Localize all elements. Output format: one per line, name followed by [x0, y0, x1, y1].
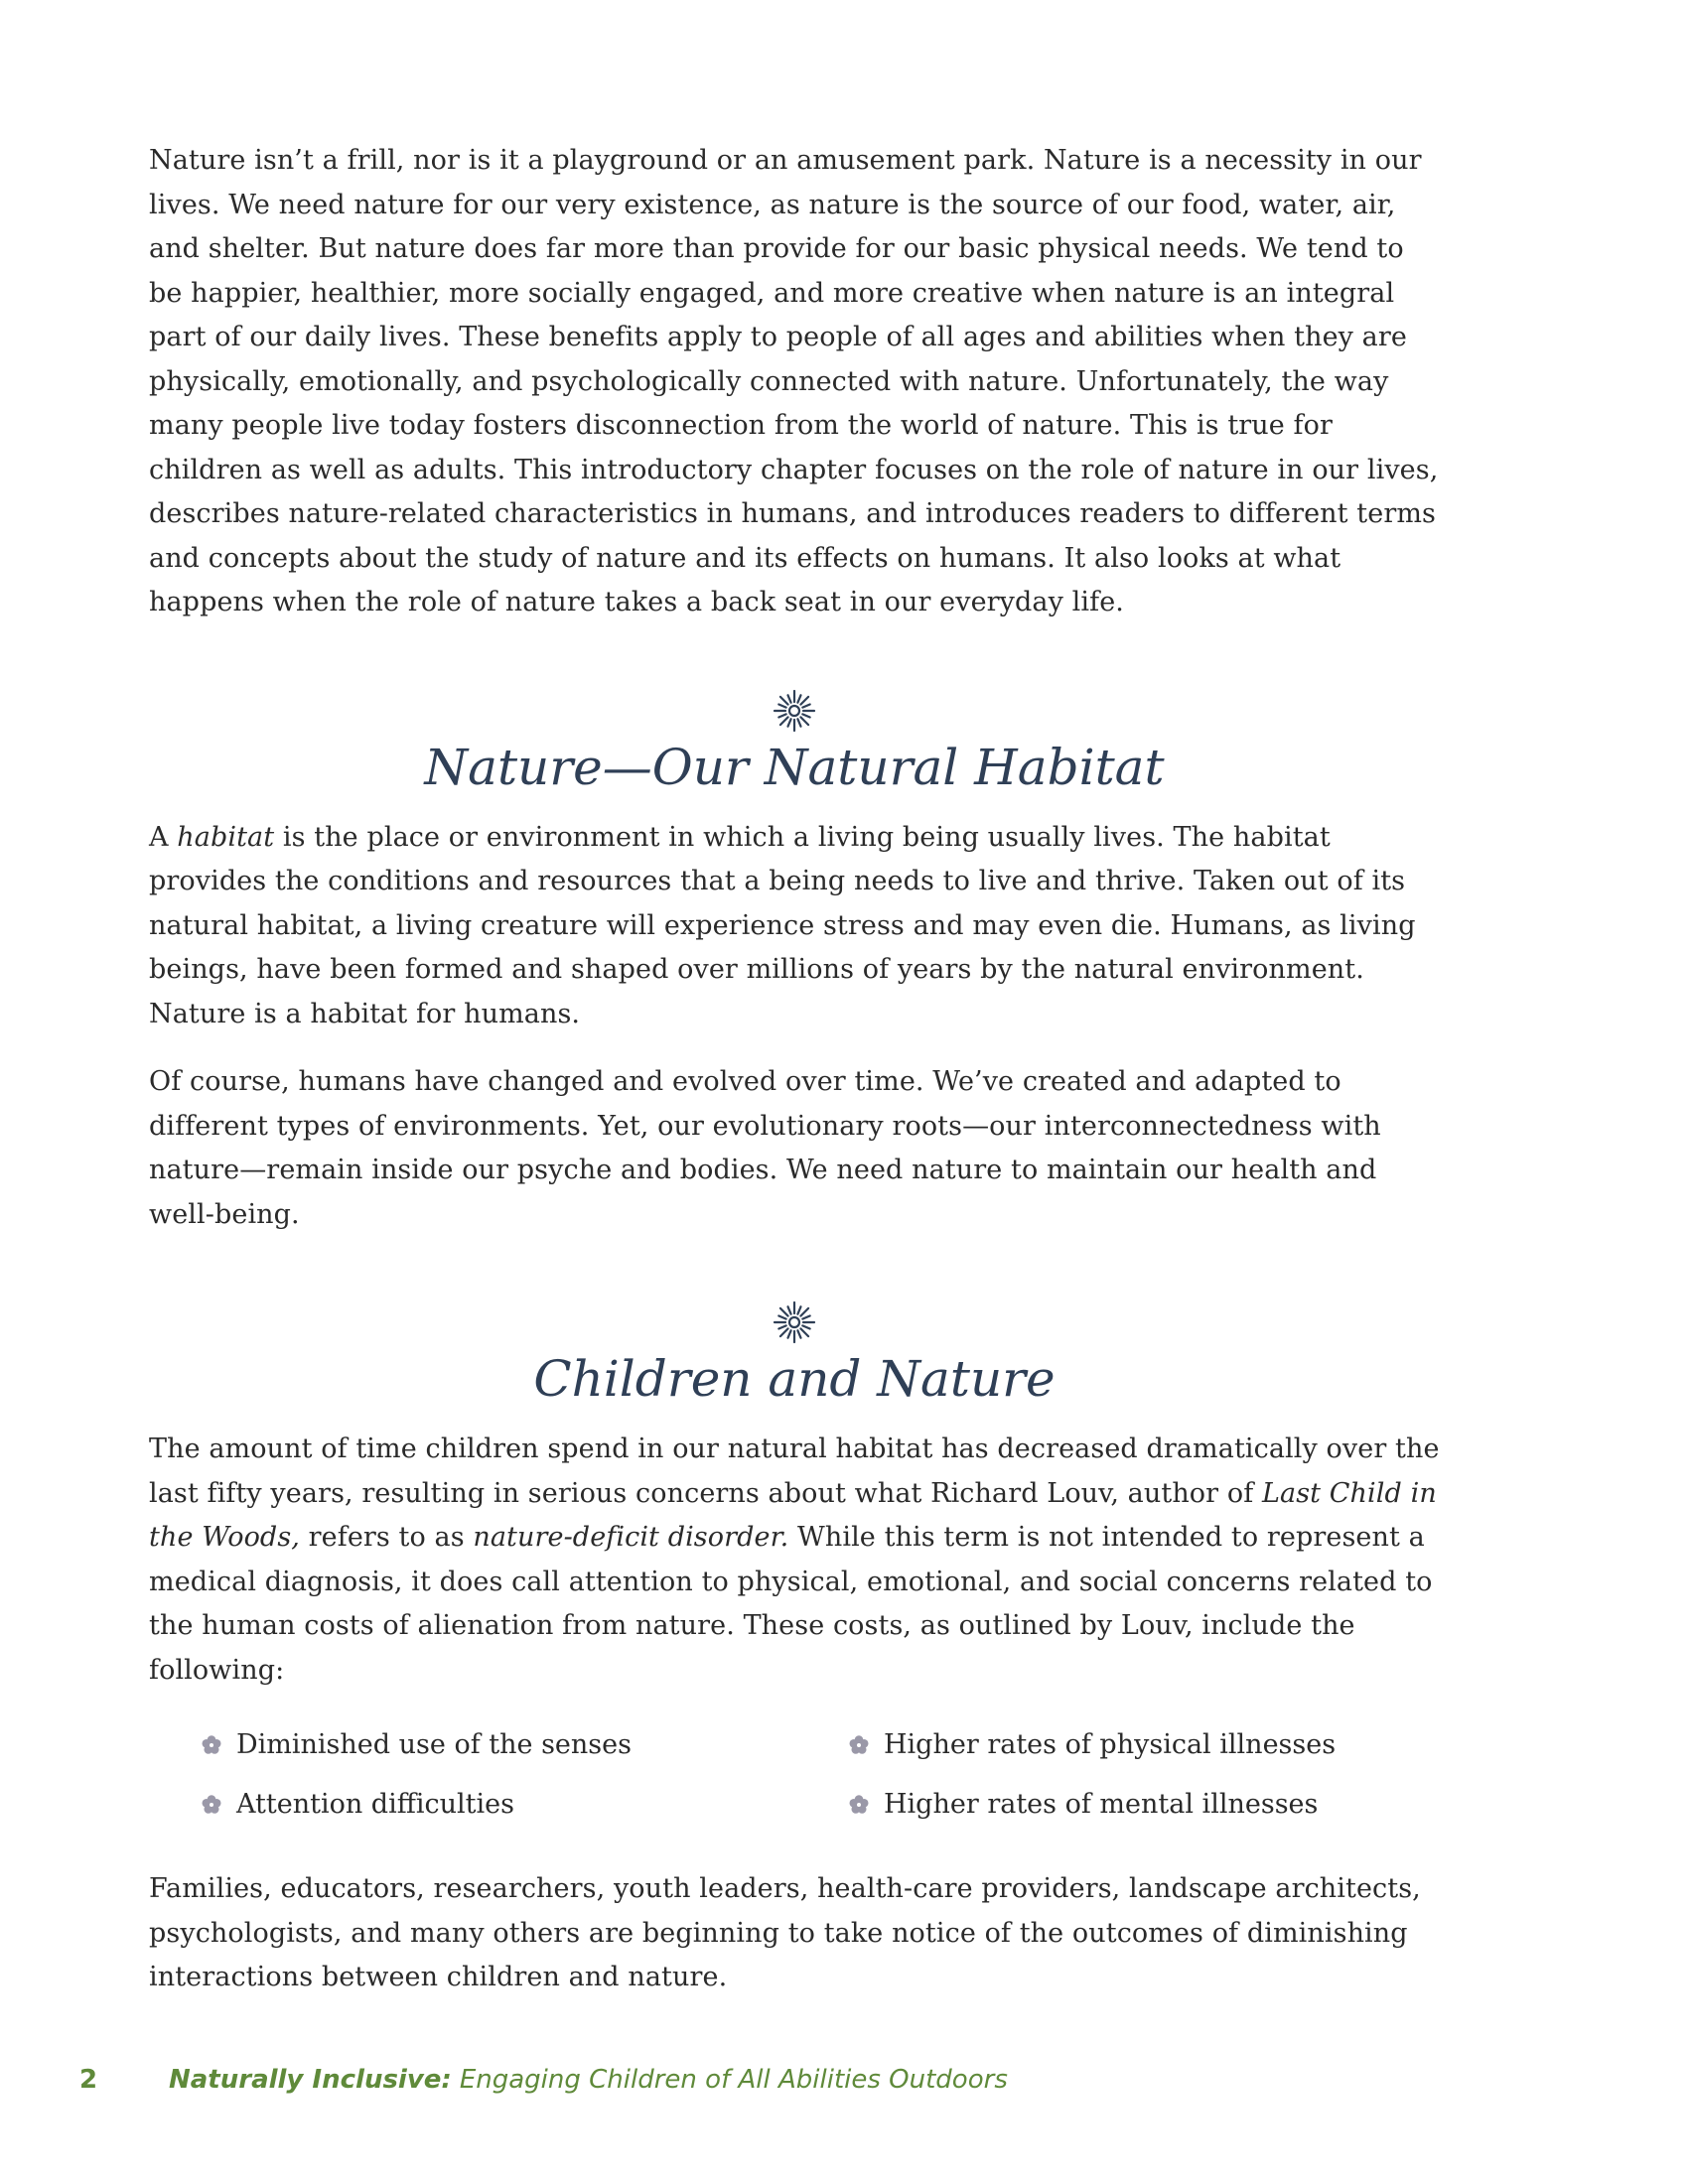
habitat-term: habitat — [177, 821, 275, 853]
page-number: 2 — [79, 2065, 98, 2095]
list-item: Higher rates of physical illnesses — [848, 1722, 1444, 1768]
list-item: Higher rates of mental illnesses — [848, 1782, 1444, 1828]
section-heading: Children and Nature — [533, 1350, 1056, 1408]
section-nature-habitat — [149, 687, 1440, 796]
list-item: Diminished use of the senses — [201, 1722, 848, 1768]
costs-list — [201, 1722, 1440, 1828]
evolution-paragraph: Of course, humans have changed and evolved over time. We’ve created and adapted to different types of environments. Yet, our evolutionary roots—our interconnectedness with nature—remain inside our psyche and bodies. We need nature to maintain our health and well-being. — [149, 1066, 1381, 1230]
page-body — [149, 139, 1440, 2024]
section-heading: Nature—Our Natural Habitat — [424, 738, 1165, 796]
intro-paragraph: Nature isn’t a frill, nor is it a playground or an amusement park. Nature is a necessity in our lives. We need nature for our very existence, as nature is the source of our food, water, air, and shelter. But nature does far more than provide for our basic physical needs. We tend to be happier, healthier, more socially engaged, and more creative when nature is an integral part of our daily lives. These benefits apply to people of all ages and abilities when they are physically, emotionally, and psychologically connected with nature. Unfortunately, the way many people live today fosters disconnection from the world of nature. This is true for children as well as adults. This introductory chapter focuses on the role of nature in our lives, describes nature-related characteristics in humans, and introduces readers to different terms and concepts about the study of nature and its effects on humans. It also looks at what happens when the role of nature takes a back seat in our everyday life. — [149, 145, 1439, 617]
closing-paragraph: Families, educators, researchers, youth leaders, health-care providers, landscape architects, psychologists, and many others are beginning to take notice of the outcomes of diminishing interactions between children and nature. — [149, 1873, 1421, 1992]
disorder-term: nature-deficit disorder. — [473, 1522, 789, 1553]
page-footer — [79, 2065, 1008, 2095]
section-children-nature — [149, 1298, 1440, 1408]
running-title: Engaging Children of All Abilities Outdoors — [459, 2065, 1008, 2095]
habitat-paragraph: A habitat is the place or environment in which a living being usually lives. The habitat provides the conditions and resources that a being needs to live and thrive. Taken out of its natural habitat, a living creature will experience stress and may even die. Humans, as living beings, have been formed and shaped over millions of years by the natural environment. Nature is a habitat for humans. — [149, 821, 1416, 1029]
sunburst-icon — [771, 687, 818, 735]
list-item: Attention difficulties — [201, 1782, 848, 1828]
flower-icon — [848, 1794, 870, 1816]
running-title-bold: Naturally Inclusive: — [169, 2065, 452, 2095]
flower-icon — [201, 1734, 222, 1756]
sunburst-icon — [771, 1298, 818, 1346]
flower-icon — [848, 1734, 870, 1756]
children-paragraph: The amount of time children spend in our natural habitat has decreased dramatically over the last fifty years, resulting in serious concerns about what Richard Louv, author of Last Child in the Woods, refers to as nature-deficit disorder. While this term is not intended to represent a medical diagnosis, it does call attention to physical, emotional, and social concerns related to the human costs of alienation from nature. These costs, as outlined by Louv, include the following: — [149, 1433, 1440, 1686]
flower-icon — [201, 1794, 222, 1816]
book-title: Last Child in the Woods, — [149, 1477, 1437, 1553]
